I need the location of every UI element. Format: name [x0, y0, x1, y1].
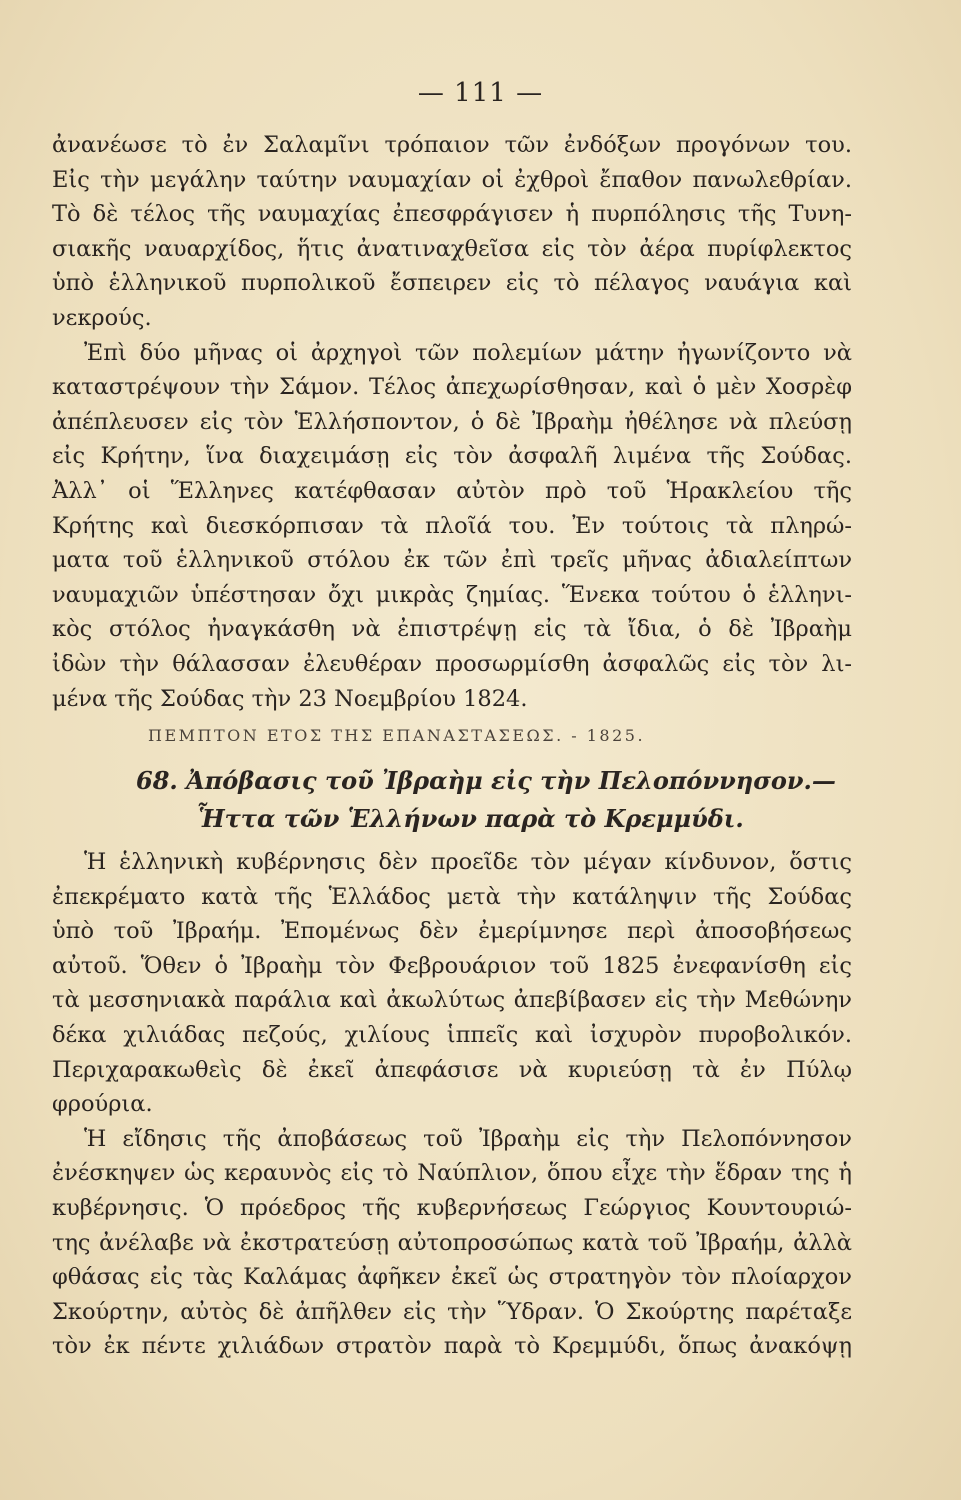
text-line: Ἀλλ᾽ οἱ Ἕλληνες κατέφθασαν αὐτὸν πρὸ τοῦ Ἡρακλείου τῆς	[52, 477, 852, 504]
text-line: σιακῆς ναυαρχίδος, ἥτις ἀνατιναχθεῖσα εἰς τὸν ἀέρα πυρίφλεκτος	[52, 235, 852, 262]
text-line: ὑπὸ τοῦ Ἰβραήμ. Ἐπομένως δὲν ἐμερίμνησε περὶ ἀποσοβήσεως	[52, 918, 852, 945]
text-line: τὰ μεσσηνιακὰ παράλια καὶ ἀκωλύτως ἀπεβίβασεν εἰς τὴν Μεθώνην	[52, 987, 852, 1014]
text-line: ναυμαχιῶν ὑπέστησαν ὄχι μικρὰς ζημίας. Ἕνεκα τούτου ὁ ἑλληνι-	[52, 581, 852, 608]
section-heading-line1: 68. Ἀπόβασις τοῦ Ἰβραὴμ εἰς τὴν Πελοπόννησον.—	[136, 766, 836, 795]
text-line: Ἡ ἑλληνικὴ κυβέρνησις δὲν προεῖδε τὸν μέγαν κίνδυνον, ὅστις	[84, 849, 852, 875]
text-line: καταστρέψουν τὴν Σάμον. Τέλος ἀπεχωρίσθησαν, καὶ ὁ μὲν Χοσρὲφ	[52, 374, 852, 401]
text-line: αὐτοῦ. Ὅθεν ὁ Ἰβραὴμ τὸν Φεβρουάριον τοῦ 1825 ἐνεφανίσθη εἰς	[52, 952, 852, 979]
text-line: μένα τῆς Σούδας τὴν 23 Νοεμβρίου 1824.	[52, 685, 528, 712]
text-line: ὑπὸ ἑλληνικοῦ πυρπολικοῦ ἔσπειρεν εἰς τὸ πέλαγος ναυάγια καὶ	[52, 270, 852, 297]
text-line: της ἀνέλαβε νὰ ἐκστρατεύσῃ αὐτοπροσώπως κατὰ τοῦ Ἰβραήμ, ἀλλὰ	[52, 1229, 852, 1256]
text-line: Τὸ δὲ τέλος τῆς ναυμαχίας ἐπεσφράγισεν ἡ πυρπόλησις τῆς Τυνη-	[52, 201, 852, 228]
text-line: φρούρια.	[52, 1091, 153, 1118]
text-line: ἐνέσκηψεν ὡς κεραυνὸς εἰς τὸ Ναύπλιον, ὅπου εἶχε τὴν ἕδραν της ἡ	[52, 1160, 852, 1187]
text-line: κὸς στόλος ἠναγκάσθη νὰ ἐπιστρέψῃ εἰς τὰ ἴδια, ὁ δὲ Ἰβραὴμ	[52, 616, 852, 643]
text-block-top	[52, 128, 852, 716]
text-line: ἀνανέωσε τὸ ἐν Σαλαμῖνι τρόπαιον τῶν ἐνδόξων προγόνων του.	[52, 132, 852, 158]
text-line: Περιχαρακωθεὶς δὲ ἐκεῖ ἀπεφάσισε νὰ κυριεύσῃ τὰ ἐν Πύλῳ	[52, 1056, 852, 1083]
page-number: — 111 —	[417, 78, 544, 108]
section-heading	[136, 762, 896, 838]
text-line: νεκρούς.	[52, 304, 152, 331]
section-heading-line2: Ἧττα τῶν Ἑλλήνων παρὰ τὸ Κρεμμύδι.	[196, 804, 744, 833]
text-line: εἰς Κρήτην, ἵνα διαχειμάσῃ εἰς τὸν ἀσφαλῆ λιμένα τῆς Σούδας.	[52, 443, 852, 470]
text-line: δέκα χιλιάδας πεζούς, χιλίους ἱππεῖς καὶ ἰσχυρὸν πυροβολικόν.	[52, 1021, 852, 1048]
text-line: ἐπεκρέματο κατὰ τῆς Ἑλλάδος μετὰ τὴν κατάληψιν τῆς Σούδας	[52, 883, 852, 910]
year-heading: ΠΕΜΠΤΟΝ ΕΤΟΣ ΤΗΣ ΕΠΑΝΑΣΤΑΣΕΩΣ. - 1825.	[148, 726, 646, 745]
text-line: Σκούρτην, αὐτὸς δὲ ἀπῆλθεν εἰς τὴν Ὕδραν. Ὁ Σκούρτης παρέταξε	[52, 1298, 852, 1325]
text-line: Ἐπὶ δύο μῆνας οἱ ἀρχηγοὶ τῶν πολεμίων μάτην ἠγωνίζοντο νὰ	[84, 339, 852, 366]
text-line: Ἡ εἴδησις τῆς ἀποβάσεως τοῦ Ἰβραὴμ εἰς τὴν Πελοπόννησον	[84, 1125, 852, 1152]
text-line: φθάσας εἰς τὰς Καλάμας ἀφῆκεν ἐκεῖ ὡς στρατηγὸν τὸν πλοίαρχον	[52, 1264, 852, 1291]
text-line: Κρήτης καὶ διεσκόρπισαν τὰ πλοῖά του. Ἐν τούτοις τὰ πληρώ-	[52, 512, 852, 539]
text-line: ἰδὼν τὴν θάλασσαν ἐλευθέραν προσωρμίσθη ἀσφαλῶς εἰς τὸν λι-	[52, 650, 852, 677]
text-line: Εἰς τὴν μεγάλην ταύτην ναυμαχίαν οἱ ἐχθροὶ ἔπαθον πανωλεθρίαν.	[52, 166, 852, 193]
text-line: τὸν ἐκ πέντε χιλιάδων στρατὸν παρὰ τὸ Κρεμμύδι, ὅπως ἀνακόψῃ	[52, 1333, 852, 1360]
text-line: ματα τοῦ ἑλληνικοῦ στόλου ἐκ τῶν ἐπὶ τρεῖς μῆνας ἀδιαλείπτων	[52, 547, 852, 574]
text-block-bottom	[52, 845, 852, 1364]
text-line: κυβέρνησις. Ὁ πρόεδρος τῆς κυβερνήσεως Γεώργιος Κουντουριώ-	[52, 1194, 852, 1221]
text-line: ἀπέπλευσεν εἰς τὸν Ἑλλήσποντον, ὁ δὲ Ἰβραὴμ ἠθέλησε νὰ πλεύσῃ	[52, 408, 852, 435]
